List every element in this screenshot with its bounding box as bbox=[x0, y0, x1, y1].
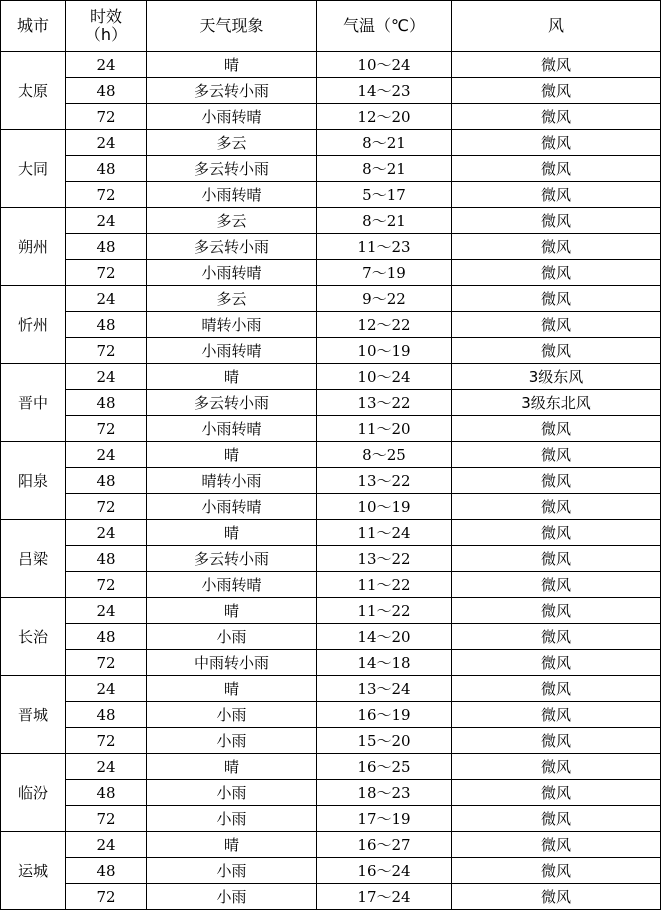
temperature-cell: 17～24 bbox=[317, 884, 452, 910]
hours-cell: 24 bbox=[66, 286, 147, 312]
wind-cell: 微风 bbox=[452, 104, 661, 130]
table-row bbox=[1, 598, 661, 624]
city-name-cell: 临汾 bbox=[1, 754, 66, 832]
temperature-cell: 12～22 bbox=[317, 312, 452, 338]
table-row bbox=[1, 364, 661, 390]
hours-cell: 72 bbox=[66, 416, 147, 442]
temperature-cell: 5～17 bbox=[317, 182, 452, 208]
temperature-cell: 14～23 bbox=[317, 78, 452, 104]
temperature-cell: 8～25 bbox=[317, 442, 452, 468]
hours-cell: 48 bbox=[66, 234, 147, 260]
header-city: 城市 bbox=[1, 1, 66, 52]
wind-cell: 微风 bbox=[452, 260, 661, 286]
wind-cell: 微风 bbox=[452, 728, 661, 754]
city-name-cell: 吕梁 bbox=[1, 520, 66, 598]
wind-cell: 微风 bbox=[452, 546, 661, 572]
temperature-cell: 16～24 bbox=[317, 858, 452, 884]
weather-cell: 多云转小雨 bbox=[147, 546, 317, 572]
hours-cell: 24 bbox=[66, 832, 147, 858]
city-name-cell: 太原 bbox=[1, 52, 66, 130]
table-row bbox=[1, 884, 661, 910]
temperature-cell: 16～19 bbox=[317, 702, 452, 728]
weather-cell: 小雨转晴 bbox=[147, 416, 317, 442]
table-row bbox=[1, 676, 661, 702]
weather-cell: 多云 bbox=[147, 286, 317, 312]
table-row bbox=[1, 468, 661, 494]
table-row bbox=[1, 624, 661, 650]
weather-cell: 小雨 bbox=[147, 806, 317, 832]
weather-cell: 中雨转小雨 bbox=[147, 650, 317, 676]
weather-cell: 晴 bbox=[147, 364, 317, 390]
table-row bbox=[1, 442, 661, 468]
city-name-cell: 运城 bbox=[1, 832, 66, 910]
city-name-cell: 长治 bbox=[1, 598, 66, 676]
table-row bbox=[1, 286, 661, 312]
wind-cell: 微风 bbox=[452, 754, 661, 780]
city-name-cell: 大同 bbox=[1, 130, 66, 208]
hours-cell: 24 bbox=[66, 208, 147, 234]
hours-cell: 48 bbox=[66, 468, 147, 494]
hours-cell: 24 bbox=[66, 52, 147, 78]
temperature-cell: 11～22 bbox=[317, 572, 452, 598]
temperature-cell: 14～20 bbox=[317, 624, 452, 650]
table-row bbox=[1, 234, 661, 260]
wind-cell: 微风 bbox=[452, 702, 661, 728]
wind-cell: 微风 bbox=[452, 442, 661, 468]
temperature-cell: 16～25 bbox=[317, 754, 452, 780]
wind-cell: 微风 bbox=[452, 572, 661, 598]
hours-cell: 72 bbox=[66, 260, 147, 286]
wind-cell: 微风 bbox=[452, 52, 661, 78]
wind-cell: 微风 bbox=[452, 806, 661, 832]
table-row bbox=[1, 780, 661, 806]
wind-cell: 微风 bbox=[452, 182, 661, 208]
temperature-cell: 11～23 bbox=[317, 234, 452, 260]
hours-cell: 72 bbox=[66, 572, 147, 598]
wind-cell: 微风 bbox=[452, 338, 661, 364]
weather-cell: 多云转小雨 bbox=[147, 234, 317, 260]
weather-cell: 小雨转晴 bbox=[147, 338, 317, 364]
temperature-cell: 8～21 bbox=[317, 130, 452, 156]
table-row bbox=[1, 156, 661, 182]
temperature-cell: 9～22 bbox=[317, 286, 452, 312]
weather-cell: 晴 bbox=[147, 52, 317, 78]
hours-cell: 72 bbox=[66, 494, 147, 520]
city-name-cell: 朔州 bbox=[1, 208, 66, 286]
hours-cell: 48 bbox=[66, 702, 147, 728]
header-hours-unit: （h） bbox=[84, 25, 128, 44]
temperature-cell: 17～19 bbox=[317, 806, 452, 832]
table-row bbox=[1, 494, 661, 520]
city-name-cell: 晋中 bbox=[1, 364, 66, 442]
table-row bbox=[1, 728, 661, 754]
wind-cell: 微风 bbox=[452, 858, 661, 884]
table-row bbox=[1, 832, 661, 858]
weather-cell: 晴转小雨 bbox=[147, 312, 317, 338]
temperature-cell: 16～27 bbox=[317, 832, 452, 858]
wind-cell: 微风 bbox=[452, 156, 661, 182]
table-row bbox=[1, 858, 661, 884]
table-row bbox=[1, 338, 661, 364]
temperature-cell: 8～21 bbox=[317, 156, 452, 182]
hours-cell: 48 bbox=[66, 780, 147, 806]
weather-cell: 小雨 bbox=[147, 780, 317, 806]
hours-cell: 72 bbox=[66, 182, 147, 208]
temperature-cell: 11～20 bbox=[317, 416, 452, 442]
hours-cell: 72 bbox=[66, 806, 147, 832]
city-name-cell: 阳泉 bbox=[1, 442, 66, 520]
wind-cell: 微风 bbox=[452, 416, 661, 442]
table-row bbox=[1, 572, 661, 598]
table-row bbox=[1, 260, 661, 286]
table-row bbox=[1, 182, 661, 208]
weather-cell: 小雨转晴 bbox=[147, 182, 317, 208]
weather-cell: 小雨 bbox=[147, 702, 317, 728]
hours-cell: 48 bbox=[66, 858, 147, 884]
table-row bbox=[1, 650, 661, 676]
temperature-cell: 14～18 bbox=[317, 650, 452, 676]
weather-cell: 小雨 bbox=[147, 624, 317, 650]
table-row bbox=[1, 78, 661, 104]
temperature-cell: 12～20 bbox=[317, 104, 452, 130]
hours-cell: 48 bbox=[66, 624, 147, 650]
wind-cell: 微风 bbox=[452, 130, 661, 156]
temperature-cell: 13～22 bbox=[317, 390, 452, 416]
table-row bbox=[1, 390, 661, 416]
wind-cell: 微风 bbox=[452, 468, 661, 494]
hours-cell: 24 bbox=[66, 130, 147, 156]
wind-cell: 微风 bbox=[452, 780, 661, 806]
city-name-cell: 忻州 bbox=[1, 286, 66, 364]
wind-cell: 微风 bbox=[452, 78, 661, 104]
temperature-cell: 13～24 bbox=[317, 676, 452, 702]
wind-cell: 微风 bbox=[452, 676, 661, 702]
hours-cell: 48 bbox=[66, 312, 147, 338]
weather-cell: 多云 bbox=[147, 130, 317, 156]
weather-cell: 晴 bbox=[147, 676, 317, 702]
weather-cell: 小雨转晴 bbox=[147, 572, 317, 598]
weather-cell: 小雨 bbox=[147, 884, 317, 910]
wind-cell: 3级东北风 bbox=[452, 390, 661, 416]
wind-cell: 微风 bbox=[452, 312, 661, 338]
weather-cell: 晴 bbox=[147, 520, 317, 546]
weather-cell: 晴 bbox=[147, 598, 317, 624]
wind-cell: 微风 bbox=[452, 286, 661, 312]
hours-cell: 48 bbox=[66, 390, 147, 416]
weather-cell: 小雨 bbox=[147, 728, 317, 754]
weather-cell: 晴 bbox=[147, 442, 317, 468]
table-header bbox=[1, 1, 661, 52]
table-row bbox=[1, 52, 661, 78]
header-hours-label: 时效 bbox=[89, 7, 122, 26]
temperature-cell: 7～19 bbox=[317, 260, 452, 286]
hours-cell: 48 bbox=[66, 156, 147, 182]
weather-cell: 多云转小雨 bbox=[147, 78, 317, 104]
temperature-cell: 11～24 bbox=[317, 520, 452, 546]
wind-cell: 微风 bbox=[452, 884, 661, 910]
weather-cell: 小雨 bbox=[147, 858, 317, 884]
header-hours bbox=[66, 1, 147, 52]
hours-cell: 24 bbox=[66, 676, 147, 702]
wind-cell: 微风 bbox=[452, 234, 661, 260]
table-row bbox=[1, 416, 661, 442]
hours-cell: 24 bbox=[66, 364, 147, 390]
wind-cell: 微风 bbox=[452, 520, 661, 546]
header-weather: 天气现象 bbox=[147, 1, 317, 52]
table-row bbox=[1, 208, 661, 234]
hours-cell: 48 bbox=[66, 78, 147, 104]
wind-cell: 微风 bbox=[452, 624, 661, 650]
table-row bbox=[1, 546, 661, 572]
temperature-cell: 10～24 bbox=[317, 52, 452, 78]
weather-cell: 晴 bbox=[147, 754, 317, 780]
hours-cell: 24 bbox=[66, 442, 147, 468]
hours-cell: 72 bbox=[66, 104, 147, 130]
header-row bbox=[1, 1, 661, 52]
temperature-cell: 10～19 bbox=[317, 494, 452, 520]
wind-cell: 微风 bbox=[452, 650, 661, 676]
hours-cell: 72 bbox=[66, 338, 147, 364]
hours-cell: 72 bbox=[66, 884, 147, 910]
wind-cell: 微风 bbox=[452, 832, 661, 858]
weather-cell: 小雨转晴 bbox=[147, 104, 317, 130]
wind-cell: 微风 bbox=[452, 494, 661, 520]
temperature-cell: 15～20 bbox=[317, 728, 452, 754]
table-row bbox=[1, 806, 661, 832]
weather-cell: 多云转小雨 bbox=[147, 390, 317, 416]
temperature-cell: 13～22 bbox=[317, 546, 452, 572]
city-name-cell: 晋城 bbox=[1, 676, 66, 754]
hours-cell: 24 bbox=[66, 598, 147, 624]
temperature-cell: 11～22 bbox=[317, 598, 452, 624]
hours-cell: 72 bbox=[66, 650, 147, 676]
hours-cell: 72 bbox=[66, 728, 147, 754]
hours-cell: 48 bbox=[66, 546, 147, 572]
header-wind: 风 bbox=[452, 1, 661, 52]
weather-cell: 小雨转晴 bbox=[147, 494, 317, 520]
weather-cell: 晴 bbox=[147, 832, 317, 858]
header-temp: 气温（℃） bbox=[317, 1, 452, 52]
hours-cell: 24 bbox=[66, 520, 147, 546]
wind-cell: 3级东风 bbox=[452, 364, 661, 390]
wind-cell: 微风 bbox=[452, 208, 661, 234]
temperature-cell: 10～19 bbox=[317, 338, 452, 364]
weather-cell: 多云转小雨 bbox=[147, 156, 317, 182]
table-row bbox=[1, 702, 661, 728]
table-row bbox=[1, 104, 661, 130]
weather-cell: 多云 bbox=[147, 208, 317, 234]
temperature-cell: 8～21 bbox=[317, 208, 452, 234]
table-row bbox=[1, 130, 661, 156]
weather-cell: 小雨转晴 bbox=[147, 260, 317, 286]
temperature-cell: 13～22 bbox=[317, 468, 452, 494]
temperature-cell: 10～24 bbox=[317, 364, 452, 390]
table-row bbox=[1, 312, 661, 338]
temperature-cell: 18～23 bbox=[317, 780, 452, 806]
table-row bbox=[1, 754, 661, 780]
wind-cell: 微风 bbox=[452, 598, 661, 624]
table-body bbox=[1, 52, 661, 910]
weather-cell: 晴转小雨 bbox=[147, 468, 317, 494]
table-row bbox=[1, 520, 661, 546]
hours-cell: 24 bbox=[66, 754, 147, 780]
